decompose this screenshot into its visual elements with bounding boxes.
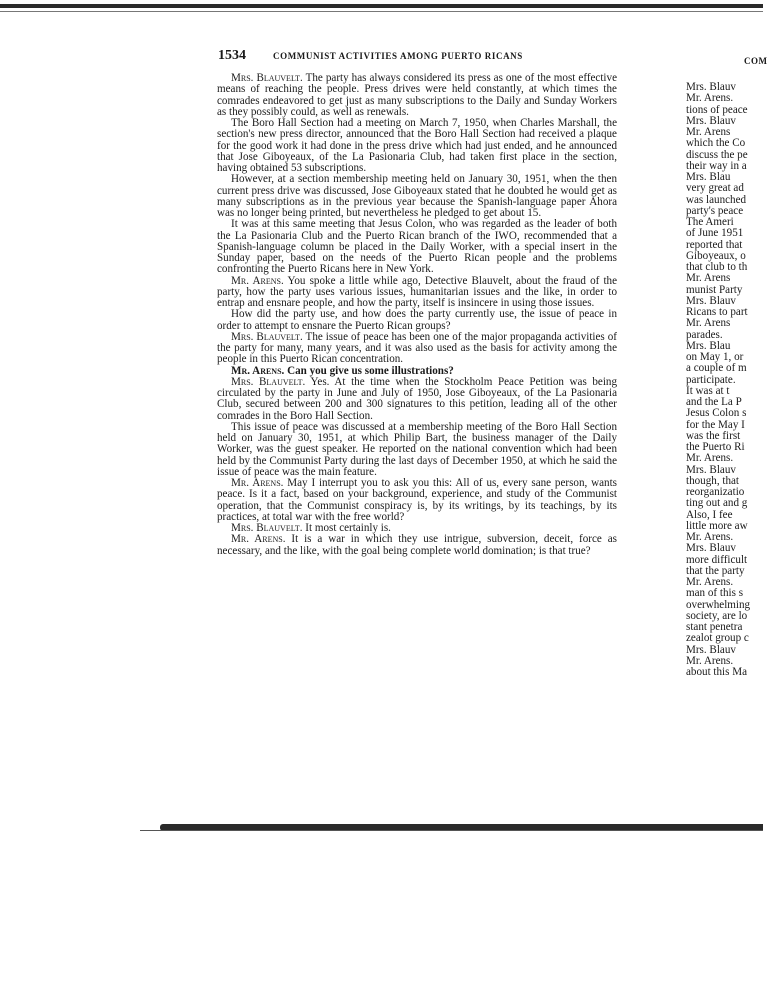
paragraph-text: It most certainly is. (302, 522, 391, 534)
right-column-line: Mrs. Blauv (686, 463, 736, 476)
top-scan-line (0, 11, 763, 12)
right-column-line: man of this s (686, 587, 744, 600)
running-title: COMMUNIST ACTIVITIES AMONG PUERTO RICANS (273, 51, 523, 61)
right-column-line: party's peace (686, 204, 744, 217)
paragraph (217, 422, 617, 478)
right-column-line: Mrs. Blauv (686, 542, 736, 555)
right-column-line: Mr. Arens. (686, 92, 734, 105)
right-column-line: Mr. Arens (686, 317, 731, 330)
right-column-line: Mrs. Blauv (686, 81, 736, 93)
right-column-line: Mr. Arens. (686, 452, 734, 465)
right-page-header: COM (744, 56, 768, 66)
paragraph-text: How did the party use, and how does the party currently use, the issue of peace in order to attempt to ensnare the Puerto Rican groups? (217, 308, 617, 332)
paragraph-text: The Boro Hall Section had a meeting on March 7, 1950, when Charles Marshall, the section's new press director, announced that the Boro Hall Section had received a plaque for the good work it had done in the press drive which had just ended, and he announced that Jose Giboyeaux, of the La Pasionaria Club, had taken first place in the section, having obtained 53 subscriptions. (217, 117, 617, 174)
speaker-name: Mr. Arens. (231, 364, 285, 377)
paragraph (217, 377, 617, 422)
paragraph-text: It was at this same meeting that Jesus Colon, who was regarded as the leader of both the La Pasionaria Club and the Puerto Rican branch of the IWO, recommended that a Spanish-language column be placed in the Daily Worker, with a special insert in the Sunday paper, based on the needs of the Puerto Rican people and the problems confronting the Puerto Ricans here in New York. (217, 218, 617, 276)
right-column-line: society, are lo (686, 609, 748, 622)
bottom-scan-line (140, 830, 763, 831)
right-column-line: that the party (686, 564, 745, 577)
right-column-line: that club to th (686, 261, 748, 273)
paragraph (217, 174, 617, 219)
right-column-line: discuss the pe (686, 148, 748, 161)
right-column-line: overwhelming (686, 598, 751, 611)
right-column-line: which the Co (686, 137, 746, 150)
paragraph-text: This issue of peace was discussed at a membership meeting of the Boro Hall Section held on January 30, 1951, at which Philip Bart, the business manager of the Daily Worker, was the guest speaker. He reported on the national convention which had been held by the Communist Party during the last days of December 1950, at which he said the issue of peace was the main feature. (217, 420, 617, 478)
paragraph-text: Yes. At the time when the Stockholm Peace Petition was being circulated by the party in June and July of 1950, Jose Giboyeaux, of the La Pasionaria Club, secured between 200 and 300 signatures to this petition, leading all of the other comrades in the Boro Hall Section. (217, 375, 618, 422)
right-column-line: and the La P (686, 396, 742, 408)
right-column-line: on May 1, or (686, 351, 744, 363)
paragraph (217, 478, 617, 523)
paragraph (217, 73, 617, 118)
right-column-line: Mrs. Blau (686, 339, 731, 352)
right-column-line: Mrs. Blauv (686, 643, 736, 656)
right-column-line: of June 1951 (686, 227, 744, 240)
speaker-name: Mrs. Blauvelt. (231, 72, 303, 84)
page-header (218, 48, 618, 64)
paragraph-text: You spoke a little while ago, Detective Blauvelt, about the fraud of the party, how the party uses various issues, humanitarian issues and the like, in order to entrap and ensnare people, and how the party, itself is insincere in using those issues. (217, 274, 618, 309)
paragraph (217, 219, 617, 275)
paragraph-text: The issue of peace has been one of the major propaganda activities of the party for many, many years, and it was also used as the basis for activity among the people in this Puerto Rican concentration. (217, 330, 617, 366)
right-column-line: Also, I fee (686, 508, 733, 521)
right-column-line: Mr. Arens (686, 126, 731, 138)
right-column-line: ting out and g (686, 497, 748, 510)
right-column-line: little more aw (686, 519, 748, 532)
right-column-line: Mr. Arens. (686, 576, 734, 588)
paragraph (217, 332, 617, 366)
right-column-line: for the May I (686, 418, 745, 431)
speaker-name: Mr. Arens. (231, 477, 284, 489)
right-column-line: Jesus Colon s (686, 407, 747, 420)
speaker-name: Mr. Arens. (231, 274, 284, 287)
right-column-line: very great ad (686, 182, 744, 195)
paragraph (217, 118, 617, 174)
right-column-line: Mrs. Blauv (686, 294, 736, 307)
paragraph-text: May I interrupt you to ask you this: All of us, every sane person, wants peace. Is it a fact, based on your background, experience, and study of the Communist operation, that the Communist conspiracy is, by its writings, by its teachings, by its practices, at total war with the free world? (217, 477, 617, 523)
right-column-line: was launched (686, 193, 747, 206)
right-column-line: Mr. Arens. (686, 531, 734, 543)
page-number: 1534 (218, 48, 246, 63)
paragraph-text: However, at a section membership meeting held on January 30, 1951, when the then current press drive was discussed, Jose Giboyeaux stated that he doubted he would get as many subscriptions as in the previous year because the Spanish-language paper Ahora was no longer being printed, but nevertheless he pledged to get about 15. (217, 173, 617, 219)
right-column-line: was the first (686, 429, 741, 442)
right-column-line: reported that (686, 238, 743, 251)
speaker-name: Mrs. Blauvelt. (231, 522, 303, 534)
right-column-line: Mr. Arens. (686, 654, 734, 667)
right-column-line: tions of peace (686, 103, 748, 116)
right-column-line: Mr. Arens (686, 272, 731, 285)
main-text-column (217, 73, 617, 557)
right-column-line: reorganizatio (686, 486, 745, 498)
right-column-line: munist Party (686, 283, 743, 296)
paragraph (217, 309, 617, 332)
right-column-line: zealot group c (686, 632, 749, 645)
right-column-line: Mrs. Blau (686, 171, 731, 183)
speaker-name: Mrs. Blauvelt. (231, 375, 306, 388)
paragraph (217, 276, 617, 310)
right-column-line: The Ameri (686, 216, 734, 228)
right-column-line: the Puerto Ri (686, 441, 745, 453)
paragraph (217, 534, 617, 557)
speaker-name: Mr. Arens. (231, 533, 286, 546)
paragraph-text: The party has always considered its press as one of the most effective means of reaching the people. Press drives were held constantly, at which times the comrades endeavored to get just as many subscriptions to the Daily and Sunday Workers as they possibly could, as well as renewals. (217, 72, 617, 118)
right-column-line: though, that (686, 474, 739, 487)
right-column-line: their way in a (686, 159, 747, 172)
right-column-line: It was at t (686, 384, 730, 397)
right-column-line: Mrs. Blauv (686, 114, 736, 127)
right-column-line: stant penetra (686, 621, 743, 633)
right-column-line: Giboyeaux, o (686, 249, 746, 262)
paragraph-text: It is a war in which they use intrigue, subversion, deceit, force as necessary, and the like, with the goal being complete world domination; is that true? (217, 533, 617, 557)
top-scan-bar (0, 4, 763, 8)
right-column-line: parades. (686, 328, 723, 341)
right-column-line: about this Ma (686, 666, 748, 678)
paragraph-text: Can you give us some illustrations? (284, 364, 454, 377)
right-page-column (686, 82, 763, 678)
right-column-line: Ricans to part (686, 306, 748, 318)
right-column-line: more difficult (686, 553, 748, 566)
speaker-name: Mrs. Blauvelt. (231, 330, 303, 343)
right-column-line: a couple of m (686, 362, 747, 375)
right-column-line: participate. (686, 373, 736, 386)
